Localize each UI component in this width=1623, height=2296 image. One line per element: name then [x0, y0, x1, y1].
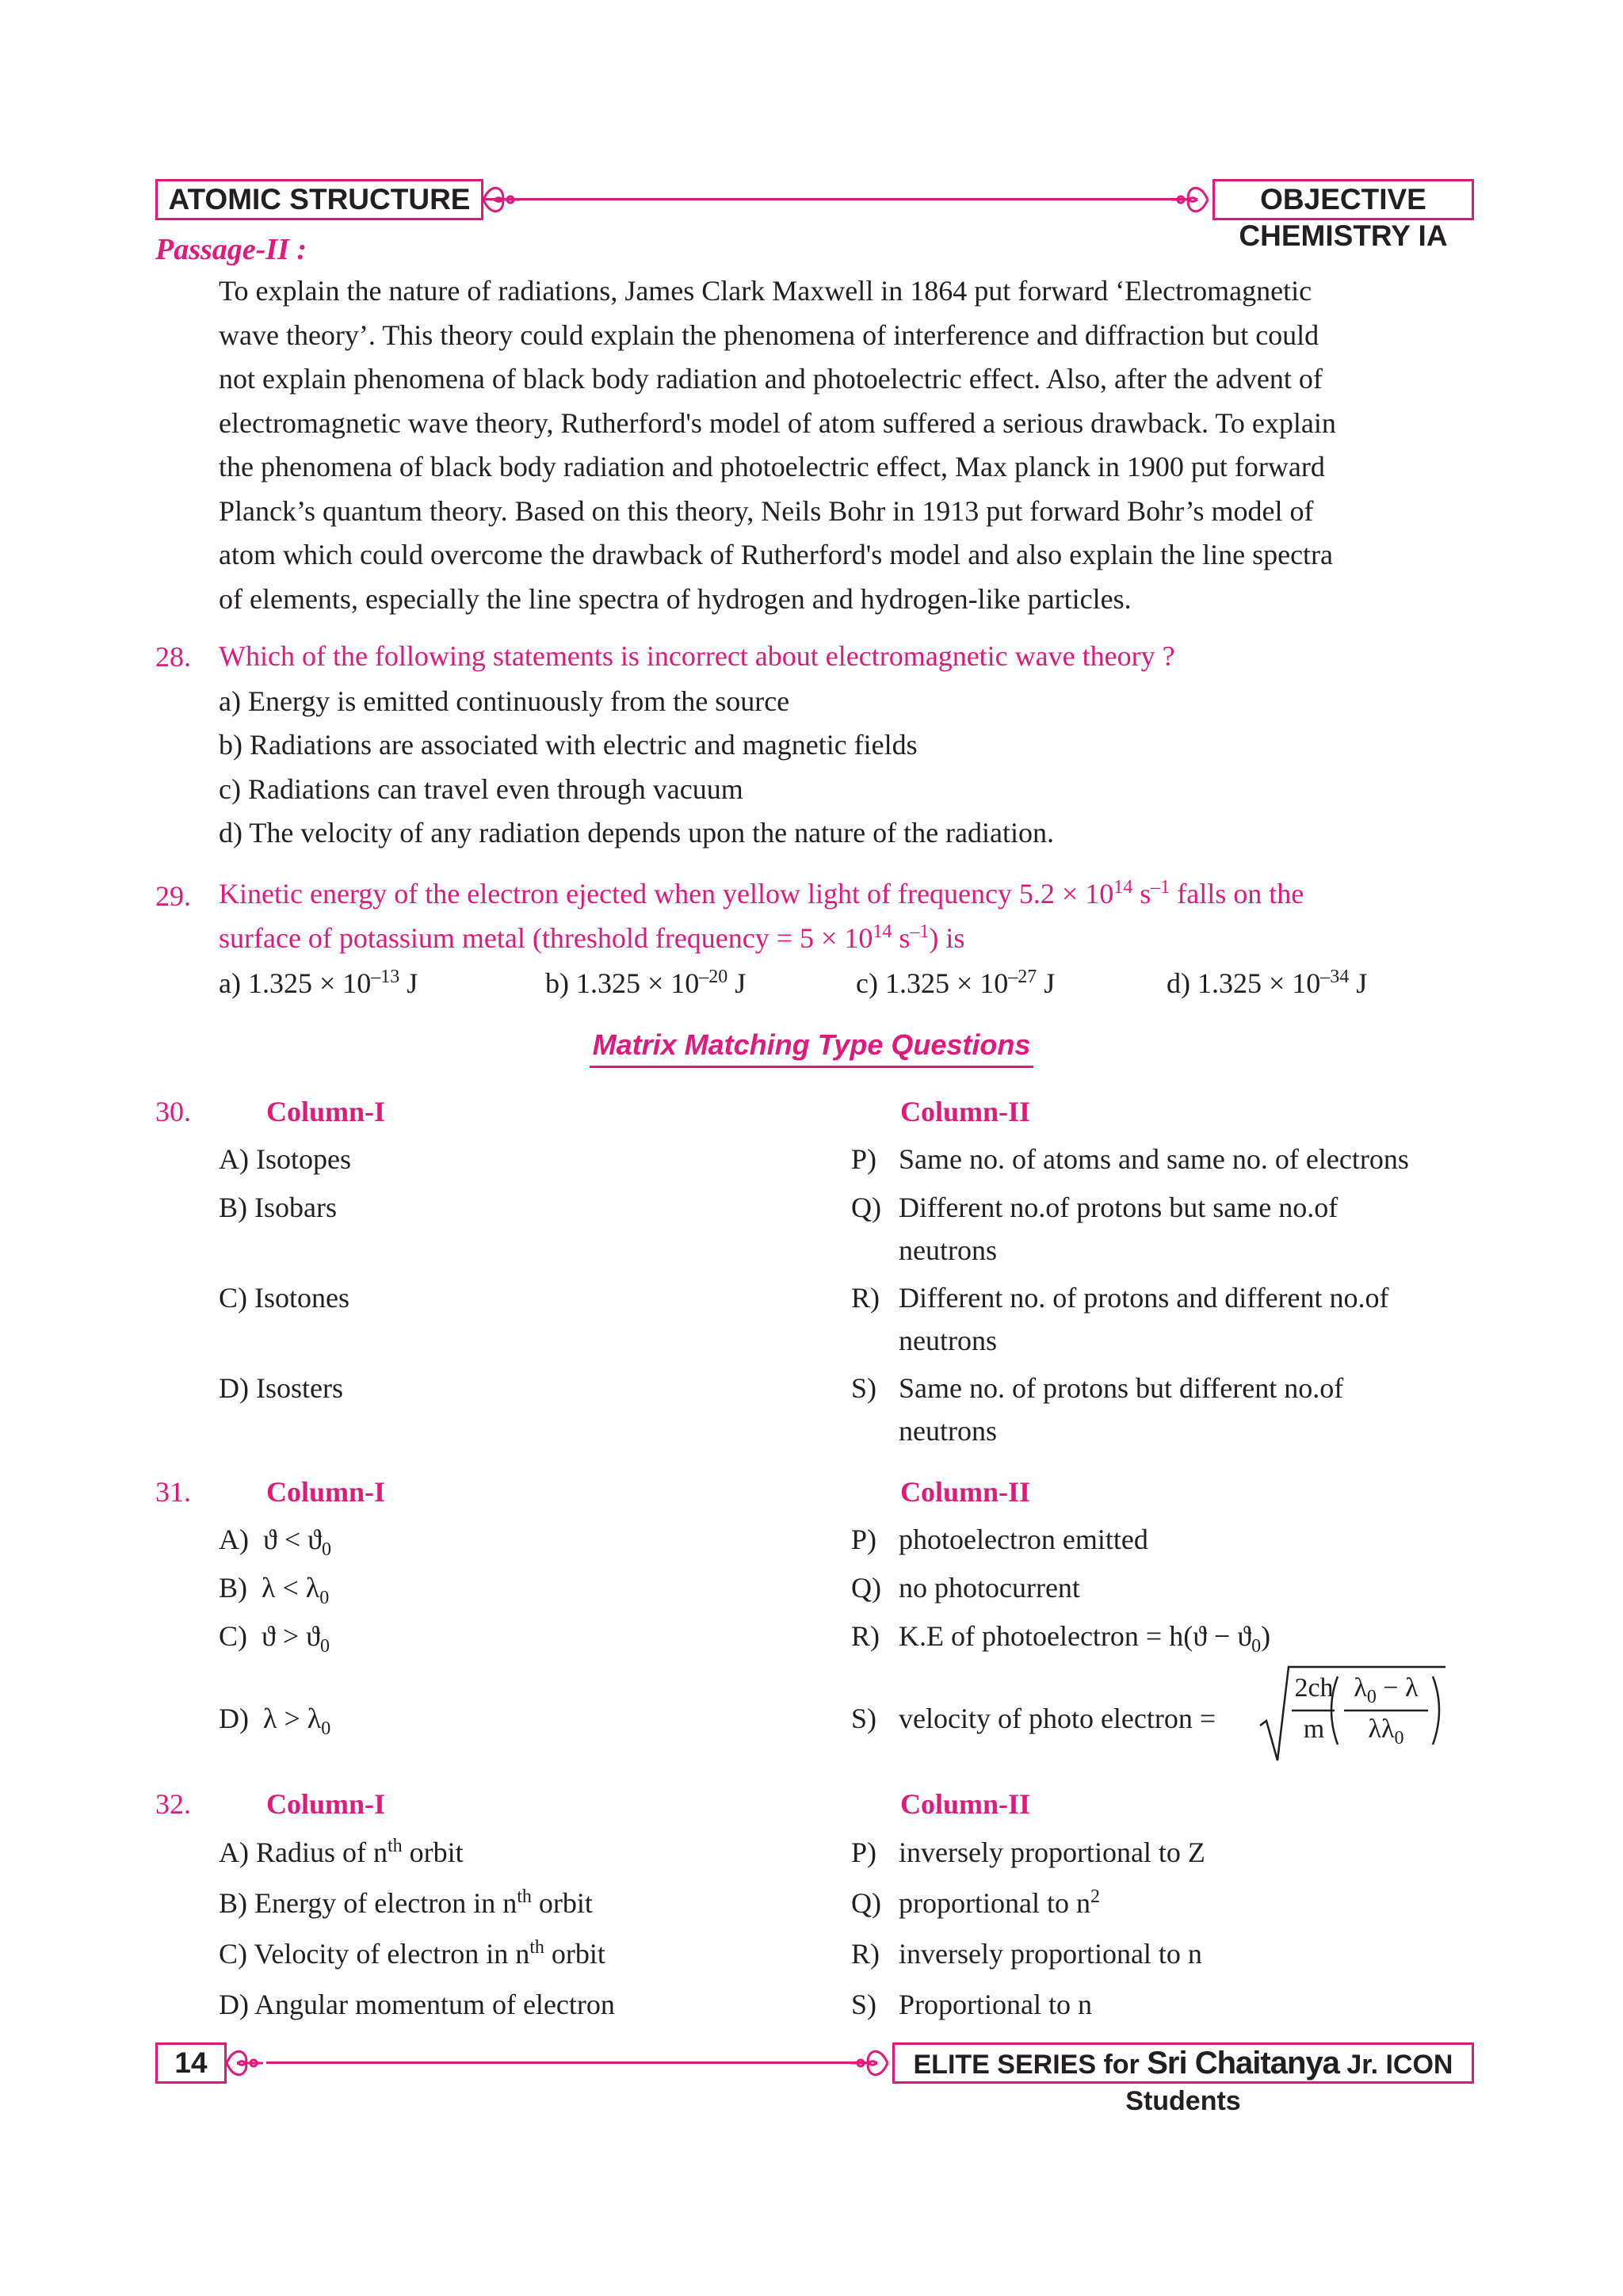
- column-ii-text: Different no. of protons and different no.of: [899, 1282, 1389, 1314]
- exponent: –1: [1151, 877, 1170, 898]
- subscript: 0: [321, 1718, 331, 1740]
- column-i-item: D) Isosters: [219, 1372, 343, 1404]
- column-i-item: A) Isotopes: [219, 1143, 351, 1175]
- column-ii-label: S): [851, 1989, 877, 2020]
- option-base: a) 1.325 × 10: [219, 967, 372, 999]
- column-i-item: [219, 1697, 330, 1740]
- exponent: 14: [873, 921, 892, 942]
- column-ii-label: Q): [851, 1192, 881, 1223]
- text-run: Energy of electron in n: [254, 1887, 517, 1919]
- exponent: –1: [910, 921, 930, 942]
- text-run: s: [1132, 878, 1151, 910]
- text-run: surface of potassium metal (threshold frequency = 5 × 10: [219, 922, 873, 954]
- passage-line: electromagnetic wave theory, Rutherford's model of atom suffered a serious drawback. To explain: [219, 406, 1336, 439]
- option: [1167, 967, 1367, 1000]
- fraction-denominator: [1344, 1714, 1428, 1749]
- text-run: s: [892, 922, 911, 954]
- section-title: [0, 1028, 1623, 1062]
- superscript: th: [529, 1937, 544, 1958]
- question-number: 30.: [155, 1096, 191, 1127]
- column-ii-label: P): [851, 1143, 877, 1175]
- superscript: th: [517, 1886, 532, 1907]
- question-number: 32.: [155, 1788, 191, 1820]
- item-label: D): [219, 1989, 249, 2020]
- text-run: Velocity of electron in n: [254, 1938, 530, 1970]
- text-run: Angular momentum of electron: [254, 1989, 615, 2020]
- option-unit: J: [399, 967, 418, 999]
- flourish-ornament-icon: [1170, 182, 1209, 217]
- column-i-item: [219, 1882, 593, 1924]
- item-label: A): [219, 1836, 249, 1868]
- column-ii-label: S): [851, 1372, 877, 1404]
- question-number: 31.: [155, 1476, 191, 1508]
- option: [545, 967, 746, 1000]
- subscript: 0: [319, 1588, 330, 1609]
- flourish-ornament-icon: [850, 2046, 889, 2081]
- header-chapter-title: ATOMIC STRUCTURE: [155, 179, 483, 220]
- column-i-item: [219, 1566, 329, 1609]
- option: c) Radiations can travel even through vacuum: [219, 773, 743, 805]
- header-rule: [480, 198, 1189, 200]
- column-i-item: B) Isobars: [219, 1192, 337, 1223]
- operator: >: [282, 1620, 300, 1652]
- column-ii-label: Q): [851, 1887, 881, 1919]
- superscript: 2: [1090, 1886, 1100, 1907]
- formula: ): [1261, 1620, 1271, 1652]
- option-base: d) 1.325 × 10: [1167, 967, 1321, 999]
- fraction-numerator: [1344, 1673, 1428, 1707]
- column-ii-label: R): [851, 1282, 880, 1314]
- column-ii-text: Same no. of atoms and same no. of electrons: [899, 1143, 1409, 1175]
- exponent: 14: [1113, 877, 1133, 898]
- passage-line: Planck’s quantum theory. Based on this theory, Neils Bohr in 1913 put forward Bohr’s model of: [219, 494, 1314, 527]
- option-unit: J: [727, 967, 747, 999]
- item-label: B): [219, 1887, 247, 1919]
- column-ii-label: P): [851, 1524, 877, 1555]
- subscript: 0: [1394, 1727, 1404, 1749]
- text-run: orbit: [531, 1887, 593, 1919]
- text-run: ) is: [929, 922, 965, 954]
- option-base: c) 1.325 × 10: [856, 967, 1009, 999]
- text-run: K.E of photoelectron =: [899, 1620, 1170, 1652]
- fraction-numerator: 2ch: [1294, 1673, 1334, 1703]
- symbol: ϑ: [307, 1524, 322, 1555]
- column-ii-label: R): [851, 1620, 880, 1652]
- column-ii-text: velocity of photo electron =: [899, 1703, 1216, 1734]
- column-i-item: C) Isotones: [219, 1282, 349, 1314]
- column-i-heading: Column-I: [266, 1788, 386, 1820]
- question-line: [219, 916, 1474, 960]
- option: a) Energy is emitted continuously from the source: [219, 685, 790, 717]
- symbol: λ: [1354, 1673, 1367, 1703]
- text-run: orbit: [402, 1836, 464, 1868]
- option-unit: J: [1349, 967, 1368, 999]
- passage-line: of elements, especially the line spectra of hydrogen and hydrogen-like particles.: [219, 582, 1132, 615]
- column-ii-text: Proportional to n: [899, 1989, 1092, 2020]
- formula: h(ϑ − ϑ: [1169, 1620, 1252, 1652]
- symbol: λ: [307, 1703, 322, 1734]
- superscript: th: [388, 1836, 403, 1856]
- text-run: proportional to n: [899, 1887, 1090, 1919]
- exponent: –20: [699, 967, 728, 987]
- passage-label: Passage-II :: [155, 233, 307, 266]
- item-label: A): [219, 1524, 249, 1555]
- column-i-heading: Column-I: [266, 1096, 386, 1127]
- item-label: B): [219, 1572, 247, 1604]
- passage-line: wave theory’. This theory could explain the phenomena of interference and diffraction but could: [219, 318, 1319, 351]
- operator: >: [284, 1703, 300, 1734]
- symbol: ϑ: [263, 1524, 277, 1555]
- option: b) Radiations are associated with electric and magnetic fields: [219, 729, 918, 761]
- item-label: C): [219, 1938, 247, 1970]
- question-line: [219, 871, 1474, 916]
- column-ii-text: photoelectron emitted: [899, 1524, 1148, 1555]
- column-ii-text: Different no.of protons but same no.of: [899, 1192, 1338, 1223]
- fraction-denominator: m: [1303, 1714, 1325, 1744]
- question-line-text: [219, 871, 1304, 916]
- column-ii-label: S): [851, 1703, 877, 1734]
- footer-rule: [266, 2061, 869, 2064]
- column-ii-text: [899, 1615, 1270, 1657]
- option: [856, 967, 1055, 1000]
- text-run: Radius of n: [256, 1836, 388, 1868]
- subscript: 0: [1251, 1636, 1262, 1657]
- text-run: orbit: [544, 1938, 605, 1970]
- exponent: –27: [1008, 967, 1037, 987]
- question-number: 29.: [155, 880, 191, 912]
- exponent: –34: [1320, 967, 1350, 987]
- column-ii-text: inversely proportional to Z: [899, 1836, 1205, 1868]
- column-i-heading: Column-I: [266, 1476, 386, 1508]
- text-run: Kinetic energy of the electron ejected when yellow light of frequency 5.2 × 10: [219, 878, 1114, 910]
- symbol: ϑ: [262, 1620, 276, 1652]
- question-number: 28.: [155, 641, 191, 673]
- option: [219, 967, 418, 1000]
- question-text: Which of the following statements is incorrect about electromagnetic wave theory ?: [219, 640, 1175, 672]
- symbol: λ: [262, 1572, 276, 1604]
- column-ii-text: [899, 1882, 1100, 1924]
- option: d) The velocity of any radiation depends upon the nature of the radiation.: [219, 817, 1055, 849]
- passage-line: To explain the nature of radiations, James Clark Maxwell in 1864 put forward ‘Electromagnetic: [219, 275, 1312, 307]
- item-label: C): [219, 1620, 247, 1652]
- section-title-text: Matrix Matching Type Questions: [590, 1028, 1034, 1068]
- footer-bar: [155, 2042, 1474, 2116]
- column-ii-text: neutrons: [899, 1325, 997, 1356]
- column-i-item: [219, 1831, 464, 1874]
- subscript: 0: [1366, 1686, 1377, 1707]
- symbol: λ: [263, 1703, 277, 1734]
- column-ii-text: neutrons: [899, 1234, 997, 1266]
- column-ii-label: P): [851, 1836, 877, 1868]
- footer-brand: Sri Chaitanya: [1147, 2046, 1339, 2081]
- column-ii-text: no photocurrent: [899, 1572, 1080, 1604]
- column-i-item: [219, 1983, 615, 2026]
- column-i-item: [219, 1932, 605, 1975]
- column-ii-heading: Column-II: [900, 1476, 1031, 1508]
- option-base: b) 1.325 × 10: [545, 967, 700, 999]
- column-ii-text: Same no. of protons but different no.of: [899, 1372, 1344, 1404]
- column-i-item: [219, 1518, 331, 1561]
- footer-series-title: [892, 2042, 1474, 2116]
- operator: <: [284, 1524, 301, 1555]
- passage-line: not explain phenomena of black body radiation and photoelectric effect. Also, after the advent of: [219, 363, 1323, 395]
- footer-text: ELITE SERIES for: [913, 2050, 1148, 2080]
- flourish-ornament-icon: [225, 2046, 265, 2081]
- flourish-ornament-icon: [482, 182, 521, 217]
- footer-text: Jr. ICON Students: [1125, 2050, 1453, 2116]
- header-book-title: OBJECTIVE CHEMISTRY IA: [1212, 179, 1474, 220]
- column-ii-label: R): [851, 1938, 880, 1970]
- option-unit: J: [1037, 967, 1056, 999]
- exponent: –13: [371, 967, 400, 987]
- passage-line: the phenomena of black body radiation and photoelectric effect, Max planck in 1900 put forward: [219, 451, 1325, 482]
- subscript: 0: [319, 1636, 330, 1657]
- symbol: λ: [305, 1572, 320, 1604]
- symbol: − λ: [1376, 1673, 1419, 1703]
- text-run: falls on the: [1170, 878, 1304, 910]
- passage-line: atom which could overcome the drawback of Rutherford's model and also explain the line spectra: [219, 539, 1334, 570]
- symbol: λλ: [1368, 1714, 1395, 1744]
- page-number: 14: [155, 2042, 227, 2084]
- column-i-item: [219, 1615, 330, 1657]
- column-ii-label: Q): [851, 1572, 881, 1604]
- symbol: ϑ: [306, 1620, 320, 1652]
- item-label: D): [219, 1703, 249, 1734]
- column-ii-heading: Column-II: [900, 1096, 1031, 1127]
- question-text: [219, 871, 1474, 960]
- operator: <: [282, 1572, 299, 1604]
- column-ii-text: neutrons: [899, 1415, 997, 1447]
- column-ii-text: inversely proportional to n: [899, 1938, 1202, 1970]
- column-ii-heading: Column-II: [900, 1788, 1031, 1820]
- subscript: 0: [321, 1539, 331, 1561]
- passage-text: [219, 269, 1474, 621]
- velocity-formula: [1258, 1662, 1449, 1765]
